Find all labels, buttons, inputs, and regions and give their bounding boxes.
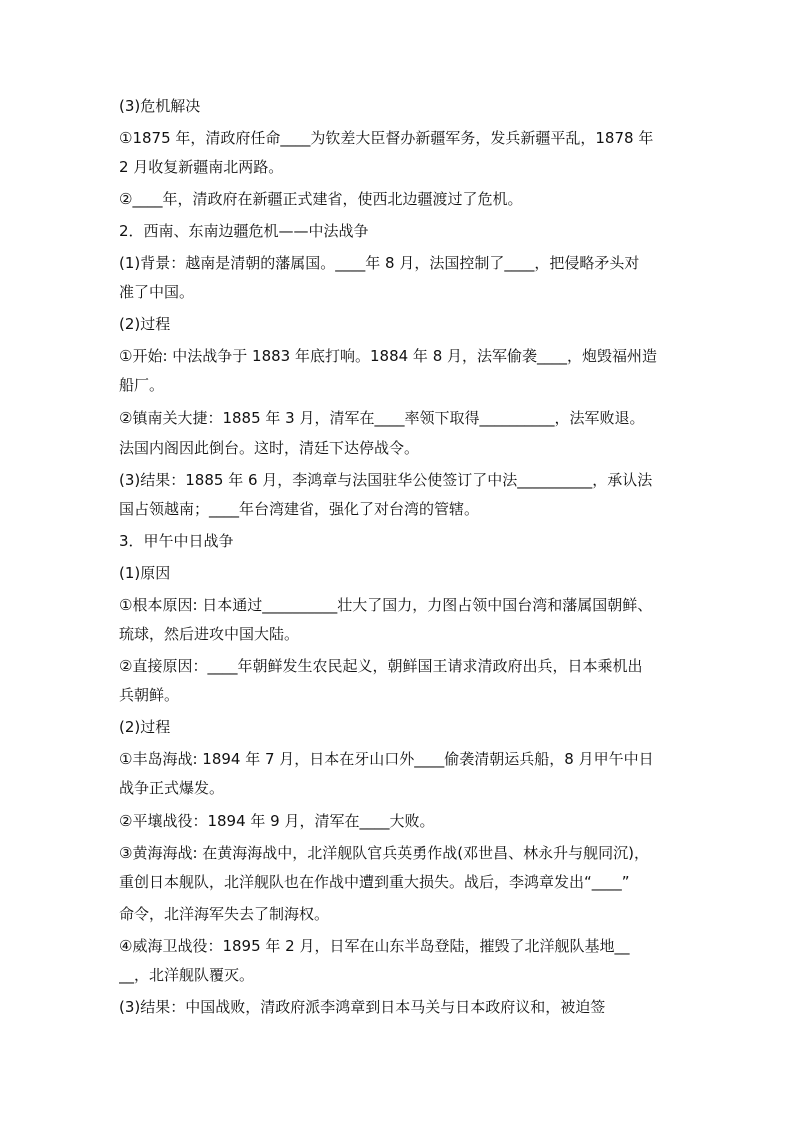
text-line: ②镇南关大捷：1885 年 3 月，清军在____率领下取得__________，法军败退。: [119, 409, 645, 427]
text-line: 3．甲午中日战争: [119, 532, 234, 550]
text-line: 准了中国。: [119, 283, 195, 301]
text-line: 重创日本舰队，北洋舰队也在作战中遭到重大损失。战后，李鸿章发出“____”: [119, 873, 630, 891]
text-line: (3)危机解决: [119, 97, 201, 115]
text-line: 兵朝鲜。: [119, 686, 180, 704]
text-line: __，北洋舰队覆灭。: [119, 966, 255, 984]
text-line: 命令，北洋海军失去了制海权。: [119, 905, 330, 923]
text-line: ①1875 年，清政府任命____为钦差大臣督办新疆军务，发兵新疆平乱，1878 年: [119, 129, 654, 147]
text-line: (1)原因: [119, 564, 171, 582]
text-line: (2)过程: [119, 315, 171, 333]
text-line: 琉球，然后进攻中国大陆。: [119, 625, 300, 643]
text-line: ①丰岛海战: 1894 年 7 月，日本在牙山口外____偷袭清朝运兵船，8 月甲午中日: [119, 750, 654, 768]
text-line: (3)结果：中国战败，清政府派李鸿章到日本马关与日本政府议和，被迫签: [119, 998, 606, 1016]
text-line: 船厂。: [119, 376, 165, 394]
text-line: 法国内阁因此倒台。这时，清廷下达停战令。: [119, 439, 420, 457]
text-line: ②平壤战役：1894 年 9 月，清军在____大败。: [119, 812, 435, 830]
text-line: 2．西南、东南边疆危机——中法战争: [119, 222, 369, 240]
text-line: ①根本原因: 日本通过__________壮大了国力，力图占领中国台湾和藩属国朝鲜、: [119, 596, 653, 614]
text-line: (1)背景：越南是清朝的藩属国。____年 8 月，法国控制了____，把侵略矛头对: [119, 254, 640, 272]
text-line: ④威海卫战役：1895 年 2 月，日军在山东半岛登陆，摧毁了北洋舰队基地__: [119, 937, 630, 955]
text-line: ②____年，清政府在新疆正式建省，使西北边疆渡过了危机。: [119, 190, 523, 208]
text-line: (2)过程: [119, 718, 171, 736]
text-line: (3)结果：1885 年 6 月，李鸿章与法国驻华公使签订了中法__________，承认法: [119, 471, 653, 489]
text-line: ①开始: 中法战争于 1883 年底打响。1884 年 8 月，法军偷袭____，炮毁福州造: [119, 347, 658, 365]
text-line: ②直接原因：____年朝鲜发生农民起义，朝鲜国王请求清政府出兵，日本乘机出: [119, 657, 643, 675]
text-line: 国占领越南；____年台湾建省，强化了对台湾的管辖。: [119, 500, 480, 518]
text-line: ③黄海海战: 在黄海海战中，北洋舰队官兵英勇作战(邓世昌、林永升与舰同沉)，: [119, 844, 649, 862]
text-line: 战争正式爆发。: [119, 779, 225, 797]
text-line: 2 月收复新疆南北两路。: [119, 158, 284, 176]
